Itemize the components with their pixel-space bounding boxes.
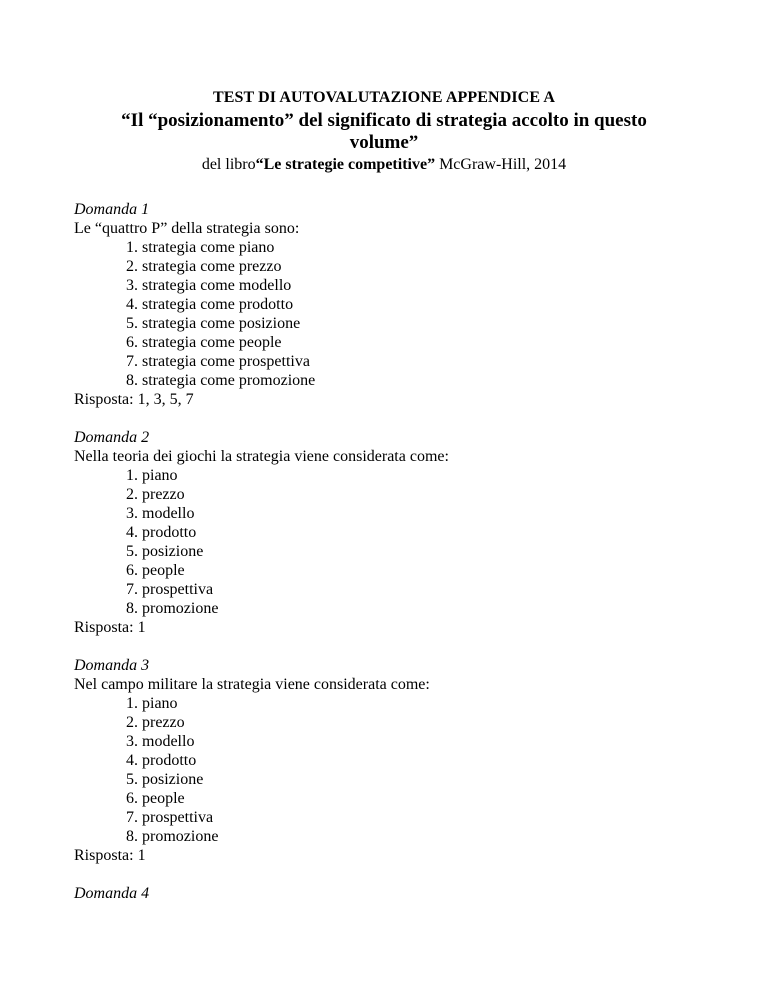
option-number: 2. <box>126 258 138 275</box>
option-text: piano <box>142 467 178 484</box>
option-text: strategia come prodotto <box>142 296 294 313</box>
option-text: posizione <box>142 543 204 560</box>
option-text: prezzo <box>142 714 185 731</box>
option-item <box>74 352 714 371</box>
answer-line: Risposta: 1, 3, 5, 7 <box>74 391 194 408</box>
option-item <box>74 314 714 333</box>
option-item <box>74 732 714 751</box>
option-item <box>74 827 714 846</box>
option-text: posizione <box>142 771 204 788</box>
option-item <box>74 561 714 580</box>
header-subtitle: “Il “posizionamento” del significato di strategia accolto in questo volume” <box>121 110 647 153</box>
option-number: 7. <box>126 809 138 826</box>
option-item <box>74 808 714 827</box>
option-item <box>74 333 714 352</box>
option-item <box>74 751 714 770</box>
option-text: strategia come prospettiva <box>142 353 310 370</box>
option-text: promozione <box>142 828 219 845</box>
option-number: 5. <box>126 315 138 332</box>
question-title: Domanda 3 <box>74 657 150 674</box>
header-source-suffix: McGraw-Hill, 2014 <box>435 156 567 173</box>
question-title: Domanda 2 <box>74 429 150 446</box>
option-text: strategia come prezzo <box>142 258 282 275</box>
document-header <box>0 88 768 174</box>
header-title: TEST DI AUTOVALUTAZIONE APPENDICE A <box>213 89 555 106</box>
questions-list <box>74 200 714 922</box>
option-item <box>74 713 714 732</box>
option-item <box>74 694 714 713</box>
option-number: 5. <box>126 771 138 788</box>
option-number: 2. <box>126 486 138 503</box>
option-number: 8. <box>126 828 138 845</box>
answer-line: Risposta: 1 <box>74 619 146 636</box>
option-item <box>74 599 714 618</box>
option-number: 6. <box>126 334 138 351</box>
question-prompt: Nella teoria dei giochi la strategia viene considerata come: <box>74 448 449 465</box>
option-number: 1. <box>126 239 138 256</box>
option-item <box>74 770 714 789</box>
option-number: 4. <box>126 524 138 541</box>
option-number: 3. <box>126 733 138 750</box>
question-block <box>74 428 714 637</box>
option-item <box>74 504 714 523</box>
option-number: 7. <box>126 581 138 598</box>
option-item <box>74 466 714 485</box>
option-item <box>74 580 714 599</box>
option-text: modello <box>142 733 195 750</box>
option-text: prospettiva <box>142 581 214 598</box>
option-number: 7. <box>126 353 138 370</box>
option-text: prodotto <box>142 524 197 541</box>
option-text: strategia come posizione <box>142 315 301 332</box>
option-number: 3. <box>126 505 138 522</box>
option-item <box>74 371 714 390</box>
option-list <box>74 238 714 390</box>
question-title: Domanda 1 <box>74 201 150 218</box>
option-number: 6. <box>126 562 138 579</box>
option-item <box>74 257 714 276</box>
question-prompt: Le “quattro P” della strategia sono: <box>74 220 300 237</box>
option-number: 2. <box>126 714 138 731</box>
option-item <box>74 523 714 542</box>
question-block <box>74 200 714 409</box>
option-number: 8. <box>126 600 138 617</box>
option-text: strategia come piano <box>142 239 275 256</box>
option-number: 8. <box>126 372 138 389</box>
answer-line: Risposta: 1 <box>74 847 146 864</box>
header-source-book: “Le strategie competitive” <box>255 156 436 173</box>
option-text: strategia come promozione <box>142 372 316 389</box>
question-block <box>74 656 714 865</box>
option-text: strategia come modello <box>142 277 292 294</box>
question-block <box>74 884 714 903</box>
option-item <box>74 295 714 314</box>
option-text: promozione <box>142 600 219 617</box>
option-number: 4. <box>126 296 138 313</box>
header-source-prefix: del libro <box>201 156 256 173</box>
header-source <box>0 155 768 174</box>
option-list <box>74 466 714 618</box>
option-text: prospettiva <box>142 809 214 826</box>
option-text: modello <box>142 505 195 522</box>
option-number: 1. <box>126 467 138 484</box>
option-text: people <box>142 790 185 807</box>
option-text: prezzo <box>142 486 185 503</box>
option-list <box>74 694 714 846</box>
option-item <box>74 485 714 504</box>
option-item <box>74 542 714 561</box>
option-text: strategia come people <box>142 334 282 351</box>
question-prompt: Nel campo militare la strategia viene considerata come: <box>74 676 430 693</box>
option-item <box>74 276 714 295</box>
option-number: 5. <box>126 543 138 560</box>
option-number: 1. <box>126 695 138 712</box>
option-number: 3. <box>126 277 138 294</box>
option-item <box>74 789 714 808</box>
option-text: prodotto <box>142 752 197 769</box>
option-number: 4. <box>126 752 138 769</box>
option-number: 6. <box>126 790 138 807</box>
question-title: Domanda 4 <box>74 885 150 902</box>
option-text: piano <box>142 695 178 712</box>
option-item <box>74 238 714 257</box>
option-text: people <box>142 562 185 579</box>
